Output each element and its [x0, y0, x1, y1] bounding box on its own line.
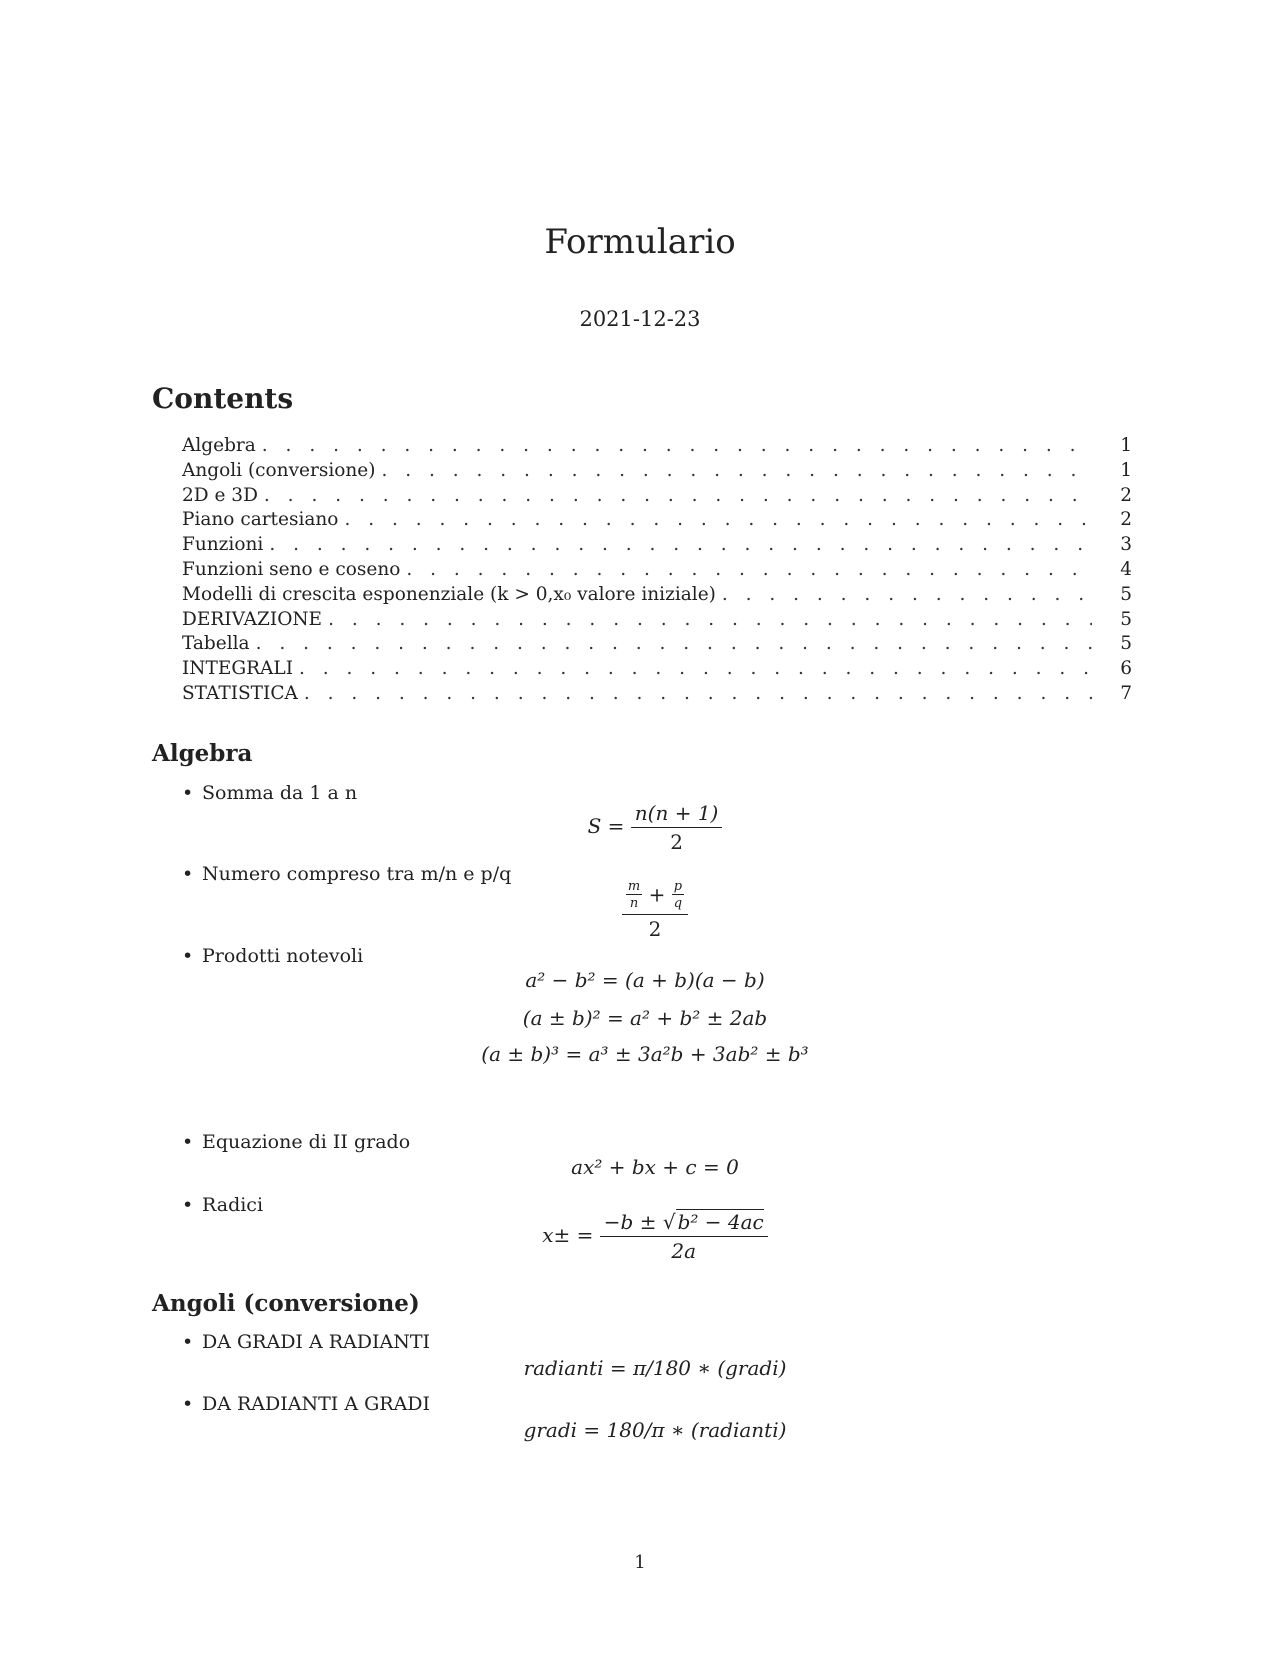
formula-product-1: a² − b² = (a + b)(a − b): [525, 968, 765, 992]
toc-entry-label[interactable]: Funzioni: [182, 534, 264, 556]
toc-leader-dots: [269, 533, 1092, 558]
toc-entry-page[interactable]: 3: [1120, 534, 1132, 556]
bullet-icon: •: [182, 1194, 194, 1216]
bullet-icon: •: [182, 1131, 194, 1153]
toc-entry[interactable]: [182, 434, 1132, 459]
list-item-label: Radici: [202, 1194, 264, 1216]
fraction: [600, 1210, 768, 1263]
toc-entry-label[interactable]: Tabella: [182, 633, 250, 655]
toc-leader-dots: [406, 558, 1092, 583]
page-number: 1: [634, 1552, 646, 1573]
document-date: 2021-12-23: [579, 307, 701, 331]
toc-entry[interactable]: [182, 583, 1132, 608]
list-item-label: Equazione di II grado: [202, 1131, 411, 1153]
table-of-contents: [182, 434, 1132, 707]
formula-deg-to-rad: radianti = π/180 ∗ (gradi): [523, 1356, 787, 1380]
fraction-denominator: 2: [648, 916, 662, 941]
section-heading-algebra: Algebra: [152, 740, 253, 767]
fraction-numerator: n(n + 1): [631, 801, 723, 828]
fraction-numerator: [622, 880, 688, 915]
toc-entry[interactable]: [182, 608, 1132, 633]
toc-leader-dots: [262, 434, 1092, 459]
bullet-icon: •: [182, 782, 194, 804]
small-fraction: [626, 880, 642, 912]
toc-entry[interactable]: [182, 558, 1132, 583]
formula-rad-to-deg: gradi = 180/π ∗ (radianti): [523, 1418, 787, 1442]
roots-numerator-prefix: −b ±: [603, 1210, 657, 1234]
list-item-label: Prodotti notevoli: [202, 945, 364, 967]
toc-entry-label[interactable]: INTEGRALI: [182, 658, 293, 680]
formula-roots-lhs: x± =: [542, 1223, 594, 1247]
fraction: [631, 801, 723, 854]
toc-leader-dots: [722, 583, 1092, 608]
small-fraction-denominator: n: [629, 896, 639, 912]
list-item: [182, 1393, 430, 1416]
small-fraction-denominator: q: [673, 896, 683, 912]
bullet-icon: •: [182, 863, 194, 885]
toc-entry[interactable]: [182, 484, 1132, 509]
fraction-denominator: 2: [670, 830, 683, 854]
fraction-numerator: [600, 1210, 768, 1237]
toc-entry-label[interactable]: Modelli di crescita esponenziale (k > 0,x₀ valore iniziale): [182, 583, 716, 605]
list-item-label: Numero compreso tra m/n e p/q: [202, 863, 512, 885]
formula-roots: [0, 1210, 1280, 1263]
bullet-icon: •: [182, 945, 194, 967]
toc-entry-label[interactable]: Algebra: [182, 435, 256, 456]
bullet-icon: •: [182, 1393, 194, 1415]
toc-entry-page[interactable]: 1: [1120, 459, 1132, 481]
toc-leader-dots: [304, 682, 1092, 707]
document-title: Formulario: [544, 222, 736, 262]
list-item: [182, 945, 363, 968]
toc-entry-label[interactable]: DERIVAZIONE: [182, 608, 323, 630]
toc-leader-dots: [328, 608, 1092, 633]
sqrt-radicand: b² − 4ac: [677, 1210, 764, 1234]
formula-sum: [0, 801, 1280, 854]
list-item: [182, 1331, 430, 1354]
toc-entry-page[interactable]: 5: [1120, 583, 1132, 605]
toc-leader-dots: [344, 508, 1092, 533]
toc-entry[interactable]: [182, 632, 1132, 657]
toc-leader-dots: [381, 459, 1092, 484]
small-fraction-numerator: p: [673, 879, 683, 894]
toc-entry-label[interactable]: Angoli (conversione): [182, 459, 376, 481]
formula-product-3: (a ± b)³ = a³ ± 3a²b + 3ab² ± b³: [481, 1042, 809, 1066]
list-item: [182, 1131, 410, 1154]
toc-entry[interactable]: [182, 657, 1132, 682]
list-item-label: DA RADIANTI A GRADI: [202, 1393, 431, 1415]
fraction-denominator: 2a: [671, 1239, 697, 1263]
sqrt-icon: √: [662, 1210, 676, 1234]
toc-entry-page[interactable]: 4: [1120, 558, 1132, 580]
small-fraction: [672, 880, 684, 912]
toc-entry-page[interactable]: 7: [1120, 682, 1132, 704]
toc-entry[interactable]: [182, 682, 1132, 707]
formula-sum-lhs: S =: [587, 814, 625, 838]
toc-entry-page[interactable]: 2: [1120, 484, 1132, 506]
toc-entry-label[interactable]: STATISTICA: [182, 682, 298, 704]
formula-product-2: (a ± b)² = a² + b² ± 2ab: [522, 1006, 768, 1030]
toc-entry-page[interactable]: 2: [1120, 509, 1132, 531]
toc-entry-label[interactable]: Funzioni seno e coseno: [182, 558, 401, 580]
list-item-label: Somma da 1 a n: [202, 782, 358, 804]
toc-entry-label[interactable]: 2D e 3D: [182, 484, 258, 506]
plus-sign: +: [648, 882, 672, 907]
fraction: [622, 880, 688, 941]
section-heading-angoli: Angoli (conversione): [152, 1290, 420, 1317]
toc-leader-dots: [299, 657, 1092, 682]
toc-entry-label[interactable]: Piano cartesiano: [182, 509, 339, 531]
toc-entry[interactable]: [182, 533, 1132, 558]
formula-between: [0, 880, 1280, 941]
list-item-label: DA GRADI A RADIANTI: [202, 1331, 431, 1353]
toc-entry[interactable]: [182, 459, 1132, 484]
toc-entry-page[interactable]: 6: [1120, 658, 1132, 680]
toc-leader-dots: [256, 632, 1092, 657]
toc-entry-page[interactable]: 5: [1120, 633, 1132, 655]
contents-heading: Contents: [152, 382, 294, 415]
small-fraction-numerator: m: [627, 879, 641, 894]
toc-leader-dots: [264, 484, 1092, 509]
formula-quadratic: ax² + bx + c = 0: [571, 1155, 739, 1179]
bullet-icon: •: [182, 1331, 194, 1353]
toc-entry[interactable]: [182, 508, 1132, 533]
toc-entry-page[interactable]: 5: [1120, 608, 1132, 630]
toc-entry-page[interactable]: 1: [1120, 435, 1132, 456]
